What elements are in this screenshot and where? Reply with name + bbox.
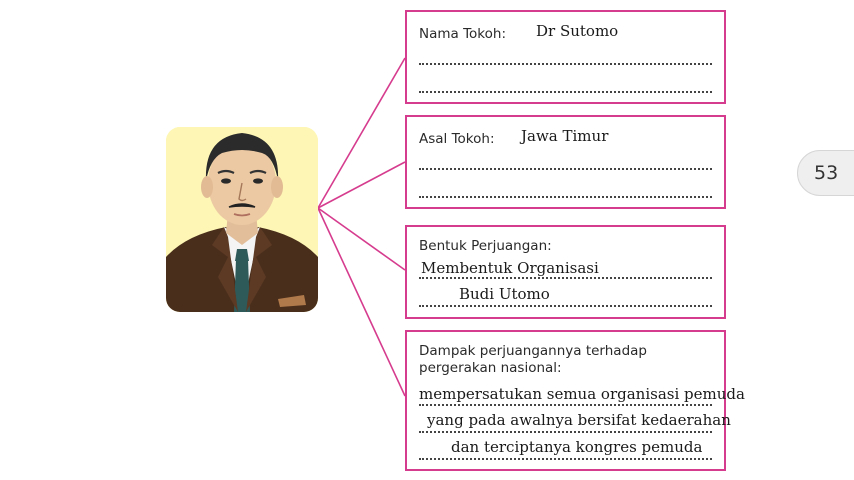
answer-line	[419, 196, 712, 198]
answer-line	[419, 91, 712, 93]
connector-dampak	[318, 208, 405, 396]
answer-line	[419, 63, 712, 65]
connector-bentuk	[318, 208, 405, 270]
asal-tokoh-label: Asal Tokoh:	[419, 131, 495, 147]
dampak-answer-2[interactable]: yang pada awalnya bersifat kedaerahan	[427, 411, 731, 429]
bentuk-perjuangan-answer-1[interactable]: Membentuk Organisasi	[421, 259, 599, 277]
portrait-image	[166, 127, 318, 312]
answer-line	[419, 305, 712, 307]
page-number: 53	[814, 162, 839, 184]
answer-line	[419, 458, 712, 460]
answer-line	[419, 168, 712, 170]
answer-line	[419, 277, 712, 279]
nama-tokoh-box	[405, 10, 726, 104]
bentuk-perjuangan-box	[405, 225, 726, 319]
dampak-answer-3[interactable]: dan terciptanya kongres pemuda	[451, 438, 703, 456]
asal-tokoh-box	[405, 115, 726, 209]
answer-line	[419, 431, 712, 433]
nama-tokoh-label: Nama Tokoh:	[419, 26, 506, 42]
dampak-perjuangan-box	[405, 330, 745, 471]
dampak-label-2: pergerakan nasional:	[419, 360, 562, 376]
asal-tokoh-answer[interactable]: Jawa Timur	[521, 127, 609, 145]
answer-line	[419, 404, 712, 406]
page-number-tab	[797, 150, 854, 196]
nama-tokoh-answer[interactable]: Dr Sutomo	[536, 22, 619, 40]
dampak-answer-1[interactable]: mempersatukan semua organisasi pemuda	[419, 385, 745, 403]
bentuk-perjuangan-answer-2[interactable]: Budi Utomo	[459, 285, 550, 303]
bentuk-perjuangan-label: Bentuk Perjuangan:	[419, 238, 552, 254]
dampak-label-1: Dampak perjuangannya terhadap	[419, 343, 647, 359]
